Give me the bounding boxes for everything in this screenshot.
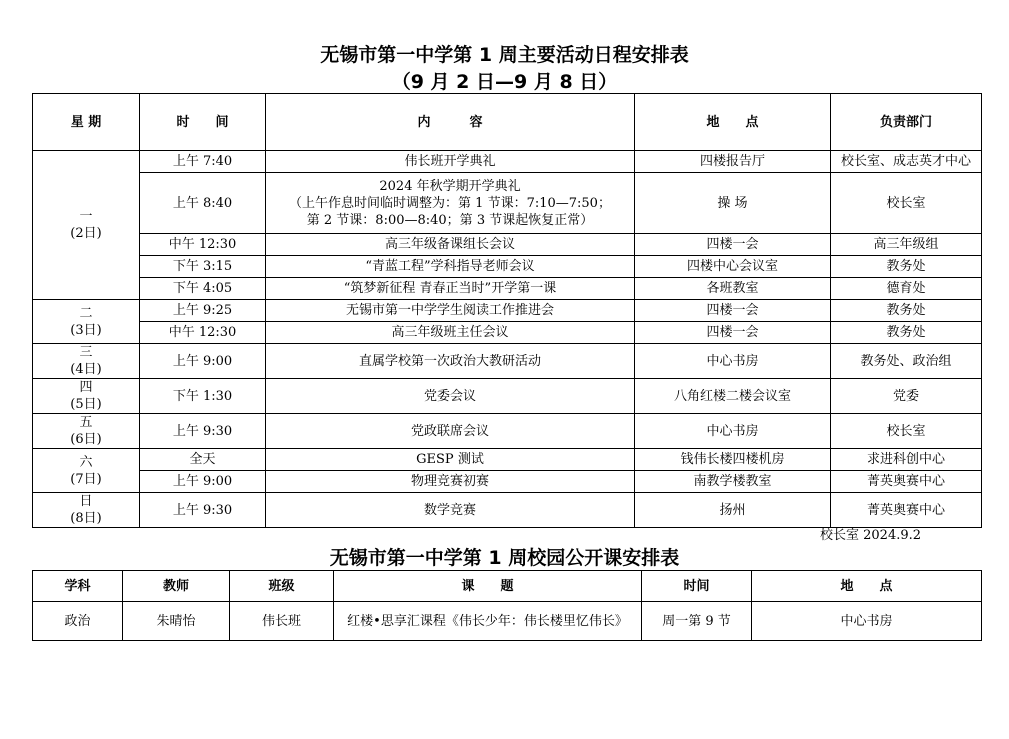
- cell-place: 中心书房: [635, 414, 831, 449]
- cell-place: 四楼一会: [635, 234, 831, 256]
- public-class-title: 无锡市第一中学第 1 周校园公开课安排表: [329, 547, 680, 569]
- schedule-row: [33, 234, 982, 256]
- cell-place: 八角红楼二楼会议室: [635, 379, 831, 414]
- day-date: (2日): [70, 226, 102, 241]
- cell-place: 扬州: [635, 493, 831, 528]
- pub-header-class: 班级: [230, 571, 334, 602]
- day-label: 三: [79, 345, 93, 360]
- schedule-row: [33, 278, 982, 300]
- schedule-row: [33, 449, 982, 471]
- cell-place: 四楼中心会议室: [635, 256, 831, 278]
- cell-time: 全天: [140, 449, 266, 471]
- cell-content: 直属学校第一次政治大教研活动: [266, 344, 635, 379]
- cell-place: 操 场: [635, 173, 831, 234]
- cell-place: 四楼一会: [635, 322, 831, 344]
- day-label: 一: [79, 209, 93, 224]
- public-class-table: [32, 570, 982, 641]
- pub-header-time: 时间: [642, 571, 752, 602]
- day-date: (7日): [70, 471, 102, 487]
- cell-content: 党政联席会议: [266, 414, 635, 449]
- pub-cell-place: 中心书房: [752, 602, 982, 641]
- cell-place: 中心书房: [635, 344, 831, 379]
- schedule-row: [33, 300, 982, 322]
- cell-dept: 菁英奥赛中心: [831, 493, 982, 528]
- schedule-body: [33, 151, 982, 528]
- day-date: (3日): [70, 322, 102, 338]
- cell-time: 上午 9:00: [140, 471, 266, 493]
- cell-content: 数学竞赛: [266, 493, 635, 528]
- cell-place: 钱伟长楼四楼机房: [635, 449, 831, 471]
- schedule-row: [33, 493, 982, 528]
- cell-dept: 菁英奥赛中心: [831, 471, 982, 493]
- day-label: 二: [79, 305, 93, 321]
- day-cell: [33, 414, 140, 449]
- cell-content: 党委会议: [266, 379, 635, 414]
- header-content: 内 容: [266, 94, 635, 151]
- pub-cell-time: 周一第 9 节: [642, 602, 752, 641]
- cell-place: 各班教室: [635, 278, 831, 300]
- cell-time: 上午 9:30: [140, 493, 266, 528]
- day-label: 日: [79, 494, 93, 509]
- day-cell: [33, 379, 140, 414]
- signature: 校长室 2024.9.2: [820, 528, 922, 543]
- day-label: 五: [79, 415, 93, 430]
- cell-dept: 教务处、政治组: [831, 344, 982, 379]
- cell-dept: 德育处: [831, 278, 982, 300]
- pub-cell-topic: 红楼•思享汇课程《伟长少年：伟长楼里忆伟长》: [334, 602, 642, 641]
- day-date: (4日): [70, 362, 102, 377]
- cell-place: 四楼一会: [635, 300, 831, 322]
- day-cell: [33, 344, 140, 379]
- pub-header-topic: 课 题: [334, 571, 642, 602]
- header-day: 星 期: [33, 94, 140, 151]
- day-cell: [33, 151, 140, 300]
- schedule-row: [33, 173, 982, 234]
- cell-time: 上午 8:40: [140, 173, 266, 234]
- schedule-date-range: （9 月 2 日—9 月 8 日）: [391, 71, 618, 93]
- cell-time: 上午 9:25: [140, 300, 266, 322]
- pub-header-place: 地 点: [752, 571, 982, 602]
- cell-content: “青蓝工程”学科指导老师会议: [266, 256, 635, 278]
- cell-time: 上午 7:40: [140, 151, 266, 173]
- cell-dept: 校长室: [831, 173, 982, 234]
- cell-dept: 党委: [831, 379, 982, 414]
- cell-content: 物理竞赛初赛: [266, 471, 635, 493]
- day-date: (6日): [70, 432, 102, 447]
- pub-header-teacher: 教师: [123, 571, 230, 602]
- cell-time: 上午 9:00: [140, 344, 266, 379]
- schedule-row: [33, 256, 982, 278]
- schedule-row: [33, 344, 982, 379]
- schedule-row: [33, 379, 982, 414]
- public-class-body: [33, 602, 982, 641]
- cell-content: GESP 测试: [266, 449, 635, 471]
- pub-cell-subject: 政治: [33, 602, 123, 641]
- day-label: 六: [79, 454, 93, 470]
- cell-time: 上午 9:30: [140, 414, 266, 449]
- pub-cell-class: 伟长班: [230, 602, 334, 641]
- day-date: (5日): [70, 397, 102, 412]
- cell-content: 2024 年秋学期开学典礼 （上午作息时间临时调整为：第 1 节课：7:10—7:50； 第 2 节课：8:00—8:40；第 3 节课起恢复正常）: [266, 173, 635, 234]
- day-cell: [33, 493, 140, 528]
- cell-content: 高三年级班主任会议: [266, 322, 635, 344]
- day-label: 四: [79, 380, 93, 395]
- cell-time: 下午 1:30: [140, 379, 266, 414]
- cell-dept: 校长室、成志英才中心: [831, 151, 982, 173]
- cell-time: 中午 12:30: [140, 322, 266, 344]
- cell-place: 南教学楼教室: [635, 471, 831, 493]
- cell-dept: 校长室: [831, 414, 982, 449]
- day-cell: [33, 300, 140, 344]
- day-date: (8日): [70, 511, 102, 526]
- day-cell: [33, 449, 140, 493]
- schedule-row: [33, 151, 982, 173]
- schedule-row: [33, 414, 982, 449]
- cell-content: 高三年级备课组长会议: [266, 234, 635, 256]
- cell-dept: 教务处: [831, 256, 982, 278]
- header-dept: 负责部门: [831, 94, 982, 151]
- cell-content: “筑梦新征程 青春正当时”开学第一课: [266, 278, 635, 300]
- cell-dept: 求进科创中心: [831, 449, 982, 471]
- header-time: 时 间: [140, 94, 266, 151]
- cell-dept: 教务处: [831, 322, 982, 344]
- schedule-row: [33, 322, 982, 344]
- cell-time: 下午 4:05: [140, 278, 266, 300]
- cell-place: 四楼报告厅: [635, 151, 831, 173]
- public-class-row: [33, 602, 982, 641]
- cell-content: 无锡市第一中学学生阅读工作推进会: [266, 300, 635, 322]
- schedule-title: 无锡市第一中学第 1 周主要活动日程安排表: [320, 44, 689, 66]
- schedule-table: [32, 93, 982, 528]
- cell-dept: 教务处: [831, 300, 982, 322]
- schedule-row: [33, 471, 982, 493]
- pub-header-subject: 学科: [33, 571, 123, 602]
- header-place: 地 点: [635, 94, 831, 151]
- cell-content: 伟长班开学典礼: [266, 151, 635, 173]
- cell-time: 下午 3:15: [140, 256, 266, 278]
- cell-dept: 高三年级组: [831, 234, 982, 256]
- cell-time: 中午 12:30: [140, 234, 266, 256]
- pub-cell-teacher: 朱晴怡: [123, 602, 230, 641]
